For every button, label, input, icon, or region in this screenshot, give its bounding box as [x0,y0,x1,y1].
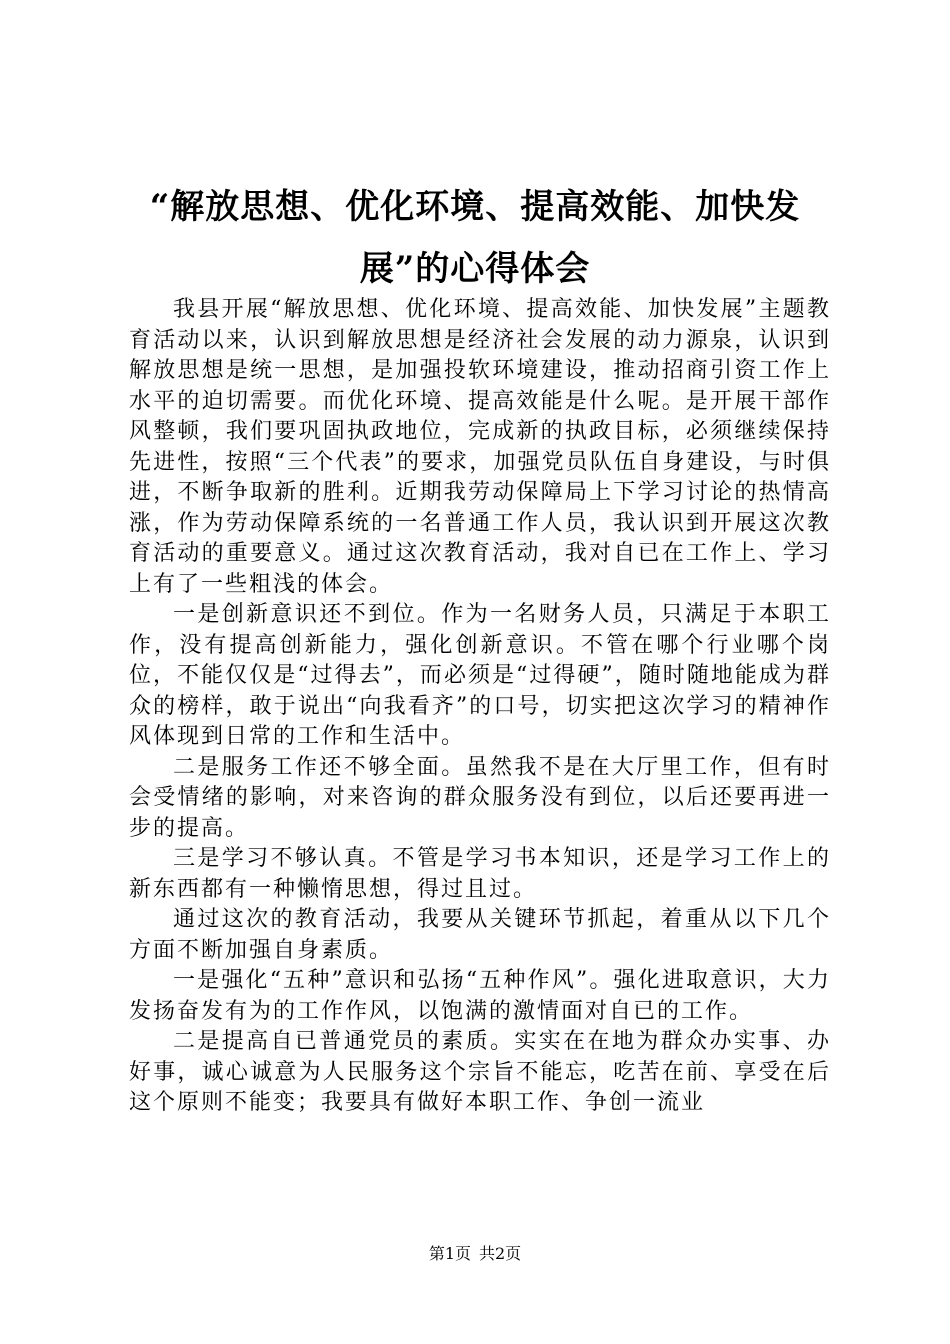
title-line-2: 展”的心得体会 [359,249,591,289]
paragraph-4: 三是学习不够认真。不管是学习书本知识，还是学习工作上的新东西都有一种懒惰思想，得过且过。 [129,846,831,902]
paragraph-6: 一是强化“五种”意识和弘扬“五种作风”。强化进取意识，大力发扬奋发有为的工作作风，以饱满的激情面对自已的工作。 [129,968,831,1024]
paragraph-2: 一是创新意识还不到位。作为一名财务人员，只满足于本职工作，没有提高创新能力，强化创新意识。不管在哪个行业哪个岗位，不能仅仅是“过得去”，而必须是“过得硬”，随时随地能成为群众的榜样，敢于说出“向我看齐”的口号，切实把这次学习的精神作风体现到日常的工作和生活中。 [129,602,831,749]
paragraph-5: 通过这次的教育活动，我要从关键环节抓起，着重从以下几个方面不断加强自身素质。 [129,907,831,963]
page-total: 共2页 [479,1244,522,1263]
document-title [120,176,830,300]
paragraph-3: 二是服务工作还不够全面。虽然我不是在大厅里工作，但有时会受情绪的影响，对来咨询的群众服务没有到位，以后还要再进一步的提高。 [129,754,831,841]
page-number: 第1页 [428,1244,471,1263]
document-body [129,295,831,1119]
page-footer [0,1244,950,1264]
title-line-1: “解放思想、优化环境、提高效能、加快发 [149,187,801,227]
paragraph-7: 二是提高自已普通党员的素质。实实在在地为群众办实事、办好事，诚心诚意为人民服务这个宗旨不能忘，吃苦在前、享受在后这个原则不能变；我要具有做好本职工作、争创一流业 [129,1029,831,1115]
paragraph-1: 我县开展“解放思想、优化环境、提高效能、加快发展”主题教育活动以来，认识到解放思想是经济社会发展的动力源泉，认识到解放思想是统一思想，是加强投软环境建设，推动招商引资工作上水平的迫切需要。而优化环境、提高效能是什么呢。是开展干部作风整顿，我们要巩固执政地位，完成新的执政目标，必须继续保持先进性，按照“三个代表”的要求，加强党员队伍自身建设，与时俱进，不断争取新的胜利。近期我劳动保障局上下学习讨论的热情高涨，作为劳动保障系统的一名普通工作人员，我认识到开展这次教育活动的重要意义。通过这次教育活动，我对自已在工作上、学习上有了一些粗浅的体会。 [129,297,831,597]
